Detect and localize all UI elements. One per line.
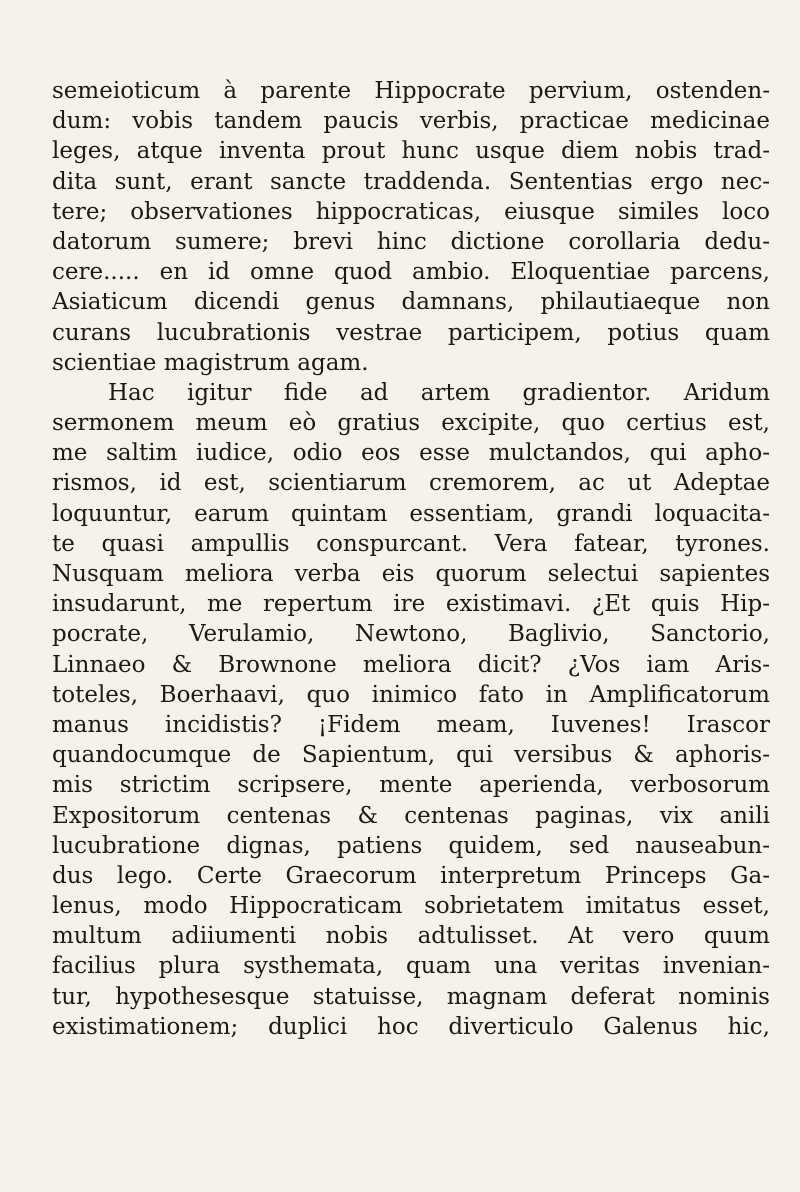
text-line: manus incidistis? ¡Fidem meam, Iuvenes! Irascor bbox=[52, 711, 770, 738]
text-line: tur, hypothesesque statuisse, magnam deferat nominis bbox=[52, 983, 770, 1010]
text-line: lenus, modo Hippocraticam sobrietatem imitatus esset, bbox=[52, 893, 770, 920]
text-line: curans lucubrationis vestrae participem, potius quam bbox=[52, 319, 770, 346]
text-line: facilius plura systhemata, quam una veritas invenian- bbox=[52, 953, 770, 980]
text-line: insudarunt, me repertum ire existimavi. ¿Et quis Hip- bbox=[52, 591, 770, 618]
text-line: rismos, id est, scientiarum cremorem, ac ut Adeptae bbox=[52, 470, 770, 497]
text-line: Linnaeo & Brownone meliora dicit? ¿Vos iam Aris- bbox=[52, 651, 770, 678]
paragraph-end-line: scientiae magistrum agam. bbox=[52, 349, 369, 376]
text-line: existimationem; duplici hoc diverticulo Galenus hic, bbox=[52, 1013, 770, 1040]
text-line: leges, atque inventa prout hunc usque diem nobis trad- bbox=[52, 138, 770, 165]
text-line: dum: vobis tandem paucis verbis, practicae medicinae bbox=[52, 108, 770, 135]
text-line: semeioticum à parente Hippocrate pervium, ostenden- bbox=[52, 78, 770, 104]
text-line: te quasi ampullis conspurcant. Vera fatear, tyrones. bbox=[52, 530, 770, 557]
text-line: dus lego. Certe Graecorum interpretum Princeps Ga- bbox=[52, 862, 770, 889]
text-line: lucubratione dignas, patiens quidem, sed nauseabun- bbox=[52, 832, 770, 859]
text-line: quandocumque de Sapientum, qui versibus & aphoris- bbox=[52, 742, 770, 769]
text-line: pocrate, Verulamio, Newtono, Baglivio, Sanctorio, bbox=[52, 621, 770, 648]
text-line: cere..... en id omne quod ambio. Eloquentiae parcens, bbox=[52, 259, 770, 286]
text-line: tere; observationes hippocraticas, eiusque similes loco bbox=[52, 198, 770, 225]
text-line: Expositorum centenas & centenas paginas, vix anili bbox=[52, 802, 770, 829]
paragraph-start-line: Hac igitur fide ad artem gradientor. Aridum bbox=[108, 379, 770, 406]
text-line: mis strictim scripsere, mente aperienda, verbosorum bbox=[52, 772, 770, 799]
text-line: Nusquam meliora verba eis quorum selectui sapientes bbox=[52, 561, 770, 587]
text-line: toteles, Boerhaavi, quo inimico fato in Amplificatorum bbox=[52, 681, 770, 708]
text-line: datorum sumere; brevi hinc dictione corollaria dedu- bbox=[52, 228, 770, 255]
text-line: me saltim iudice, odio eos esse mulctandos, qui apho- bbox=[52, 440, 770, 467]
text-line: Asiaticum dicendi genus damnans, philautiaeque non bbox=[52, 289, 770, 316]
text-line: loquuntur, earum quintam essentiam, grandi loquacita- bbox=[52, 500, 770, 527]
text-line: dita sunt, erant sancte traddenda. Sententias ergo nec- bbox=[52, 168, 770, 195]
body-text bbox=[52, 76, 770, 1042]
text-line: multum adiiumenti nobis adtulisset. At vero quum bbox=[52, 923, 770, 950]
text-line: sermonem meum eò gratius excipite, quo certius est, bbox=[52, 410, 770, 437]
